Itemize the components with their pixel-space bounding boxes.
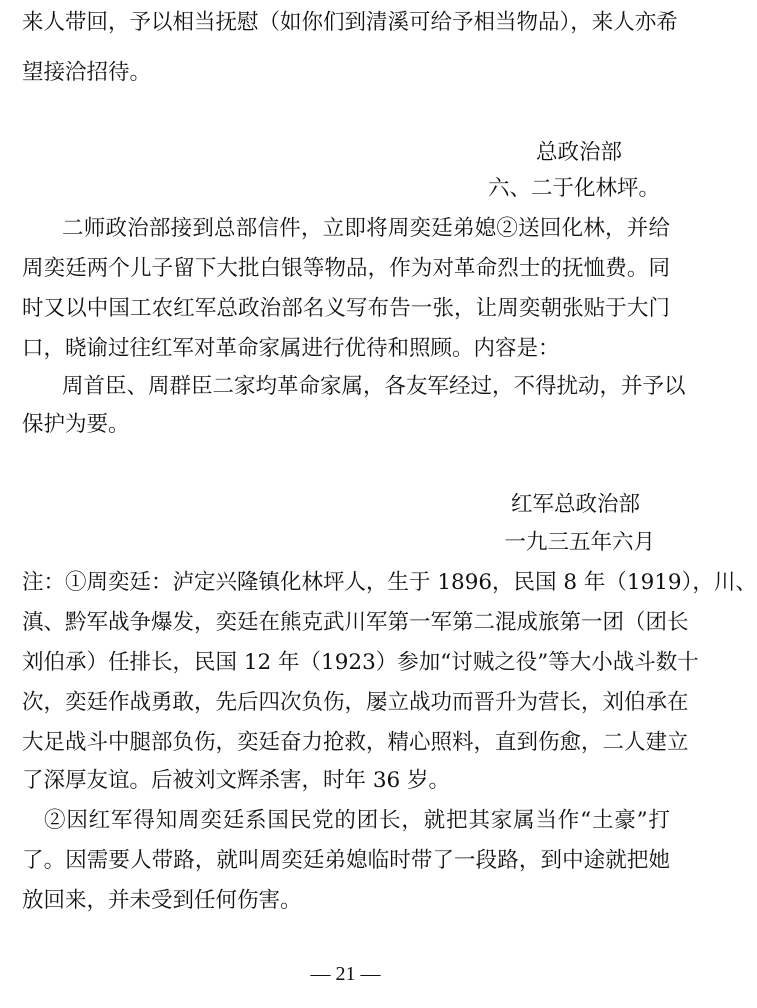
text-line: 望接洽招待。 xyxy=(22,60,152,85)
footnote-line: 注：①周奕廷：泸定兴隆镇化林坪人，生于 1896，民国 8 年（1919），川、 xyxy=(22,570,757,595)
notice-line: 周首臣、周群臣二家均革命家属，各友军经过，不得扰动，并予以 xyxy=(62,374,686,399)
text-line: 口，晓谕过往红军对革命家属进行优待和照顾。内容是： xyxy=(22,336,560,361)
footnote-line: 次，奕廷作战勇敢，先后四次负伤，屡立战功而晋升为营长，刘伯承在 xyxy=(22,690,689,715)
footnote-line: 放回来，并未受到任何伤害。 xyxy=(22,888,302,913)
signature-date: 一九三五年六月 xyxy=(504,530,655,555)
text-line: 周奕廷两个儿子留下大批白银等物品，作为对革命烈士的抚恤费。同 xyxy=(22,256,670,281)
text-line: 时又以中国工农红军总政治部名义写布告一张，让周奕朝张贴于大门 xyxy=(22,296,670,321)
signature-org: 红军总政治部 xyxy=(510,492,640,517)
footnote-line: 刘伯承）任排长，民国 12 年（1923）参加“讨贼之役”等大小战斗数十 xyxy=(22,650,699,675)
signature-org: 总政治部 xyxy=(535,140,622,165)
page-number: — 21 — xyxy=(310,963,381,985)
footnote-line: 滇、黔军战争爆发，奕廷在熊克武川军第一军第二混成旅第一团（团长 xyxy=(22,610,689,635)
footnote-line: 大足战斗中腿部负伤，奕廷奋力抢救，精心照料，直到伤愈，二人建立 xyxy=(22,730,689,755)
footnote-line: ②因红军得知周奕廷系国民党的团长，就把其家属当作“土豪”打 xyxy=(44,808,670,833)
footnote-line: 了。因需要人带路，就叫周奕廷弟媳临时带了一段路，到中途就把她 xyxy=(22,848,670,873)
footnote-line: 了深厚友谊。后被刘文辉杀害，时年 36 岁。 xyxy=(22,768,451,793)
paragraph-first-line: 二师政治部接到总部信件，立即将周奕廷弟媳②送回化林，并给 xyxy=(62,216,670,241)
signature-note: 六、二于化林坪。 xyxy=(487,176,660,201)
notice-line: 保护为要。 xyxy=(22,412,130,437)
text-line: 来人带回，予以相当抚慰（如你们到清溪可给予相当物品），来人亦希 xyxy=(22,10,678,35)
